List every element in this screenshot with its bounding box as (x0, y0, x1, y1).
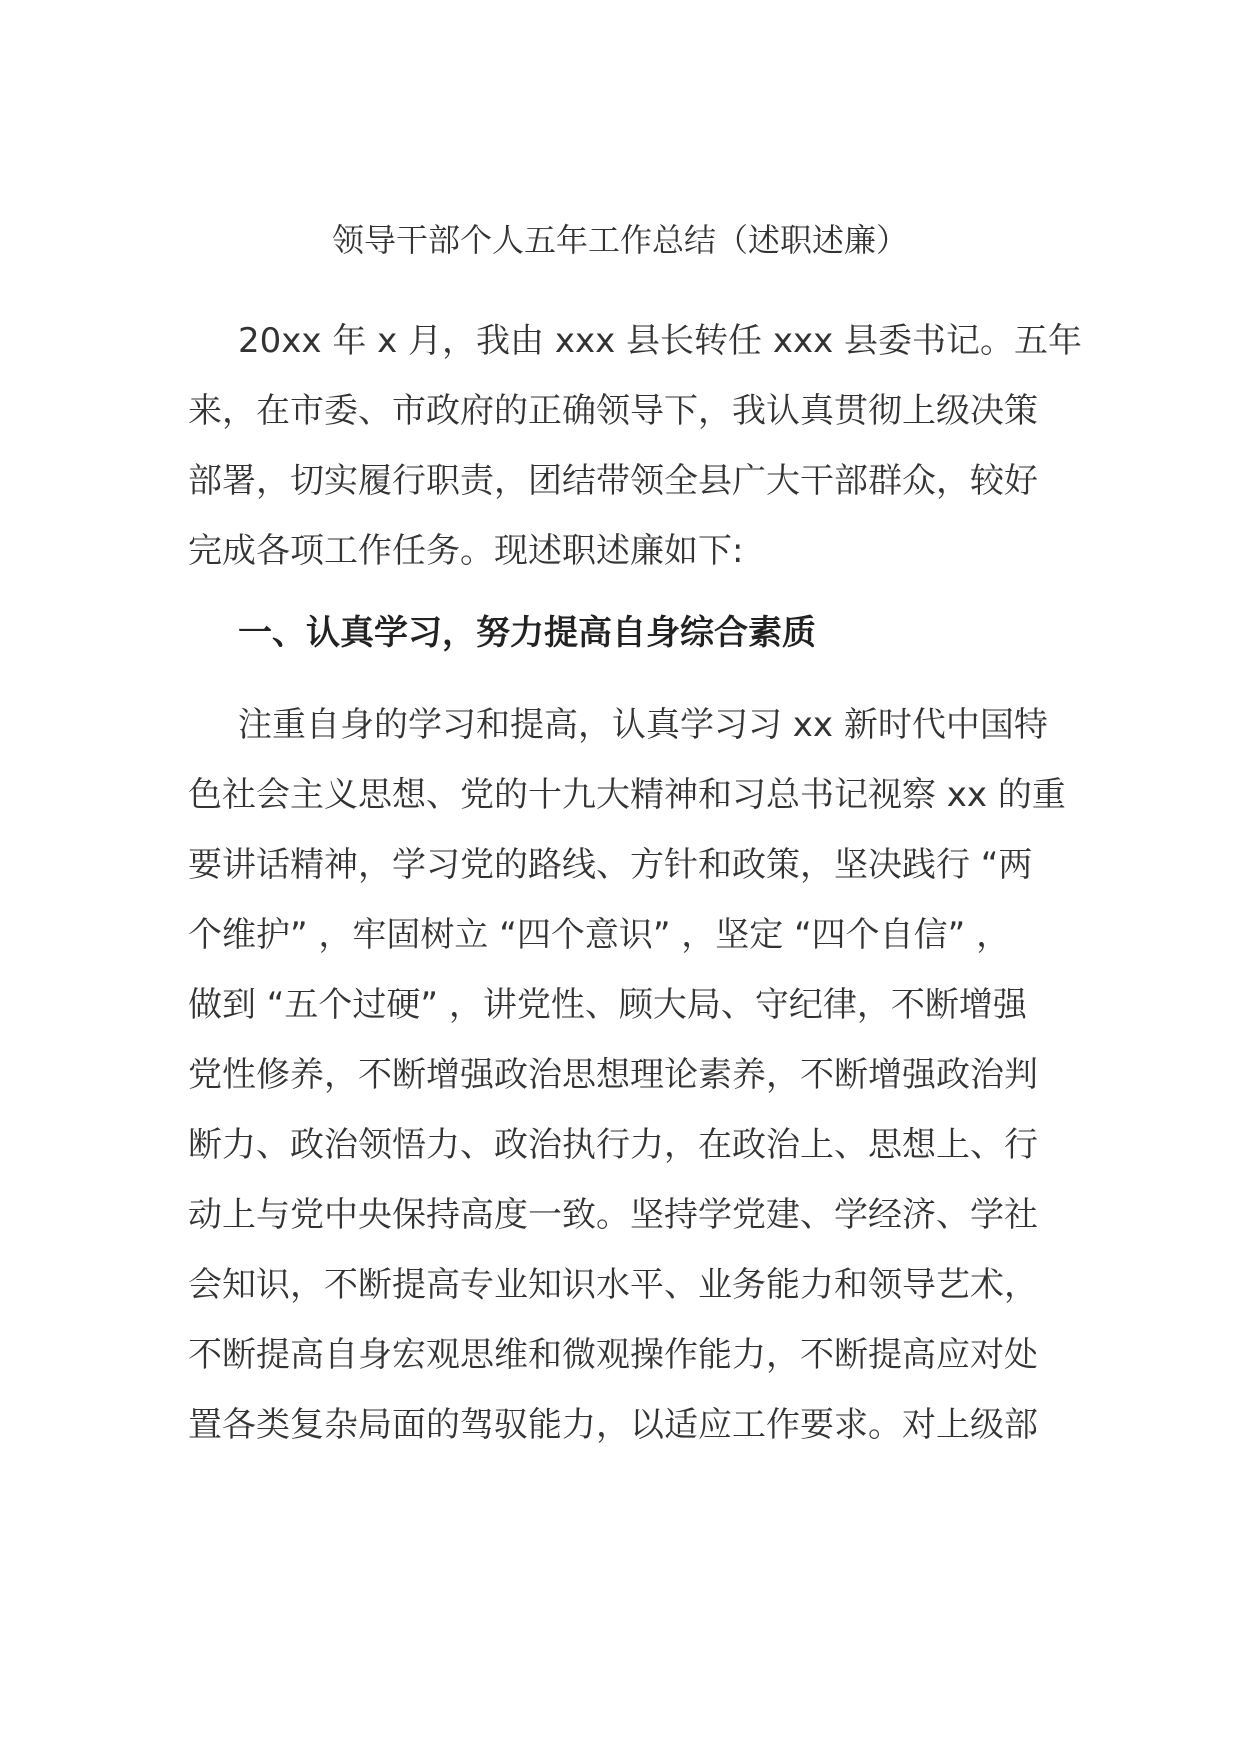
section-line-10: 不断提高自身宏观思维和微观操作能力，不断提高应对处 (188, 1335, 1038, 1375)
intro-line-2: 来，在市委、市政府的正确领导下，我认真贯彻上级决策 (188, 391, 1038, 431)
section-line-9: 会知识，不断提高专业知识水平、业务能力和领导艺术， (188, 1265, 1038, 1305)
section-line-6: 党性修养，不断增强政治思想理论素养，不断增强政治判 (188, 1055, 1038, 1095)
section-heading: 一、认真学习，努力提高自身综合素质 (238, 613, 816, 653)
section-line-3: 要讲话精神，学习党的路线、方针和政策，坚决践行 “两 (188, 845, 1033, 885)
section-line-1: 注重自身的学习和提高，认真学习习 xx 新时代中国特 (238, 705, 1048, 745)
section-line-7: 断力、政治领悟力、政治执行力，在政治上、思想上、行 (188, 1125, 1038, 1165)
intro-line-4: 完成各项工作任务。现述职述廉如下: (188, 531, 744, 571)
section-line-11: 置各类复杂局面的驾驭能力，以适应工作要求。对上级部 (188, 1405, 1038, 1445)
intro-line-3: 部署，切实履行职责，团结带领全县广大干部群众，较好 (188, 461, 1038, 501)
document-title: 领导干部个人五年工作总结（述职述廉） (331, 221, 908, 259)
section-line-4: 个维护” ，牢固树立 “四个意识” ，坚定 “四个自信” ， (188, 915, 1011, 955)
section-line-2: 色社会主义思想、党的十九大精神和习总书记视察 xx 的重 (188, 775, 1066, 815)
section-line-8: 动上与党中央保持高度一致。坚持学党建、学经济、学社 (188, 1195, 1038, 1235)
section-line-5: 做到 “五个过硬” ，讲党性、顾大局、守纪律，不断增强 (188, 985, 1027, 1025)
intro-line-1: 20xx 年 x 月，我由 xxx 县长转任 xxx 县委书记。五年 (238, 321, 1083, 361)
